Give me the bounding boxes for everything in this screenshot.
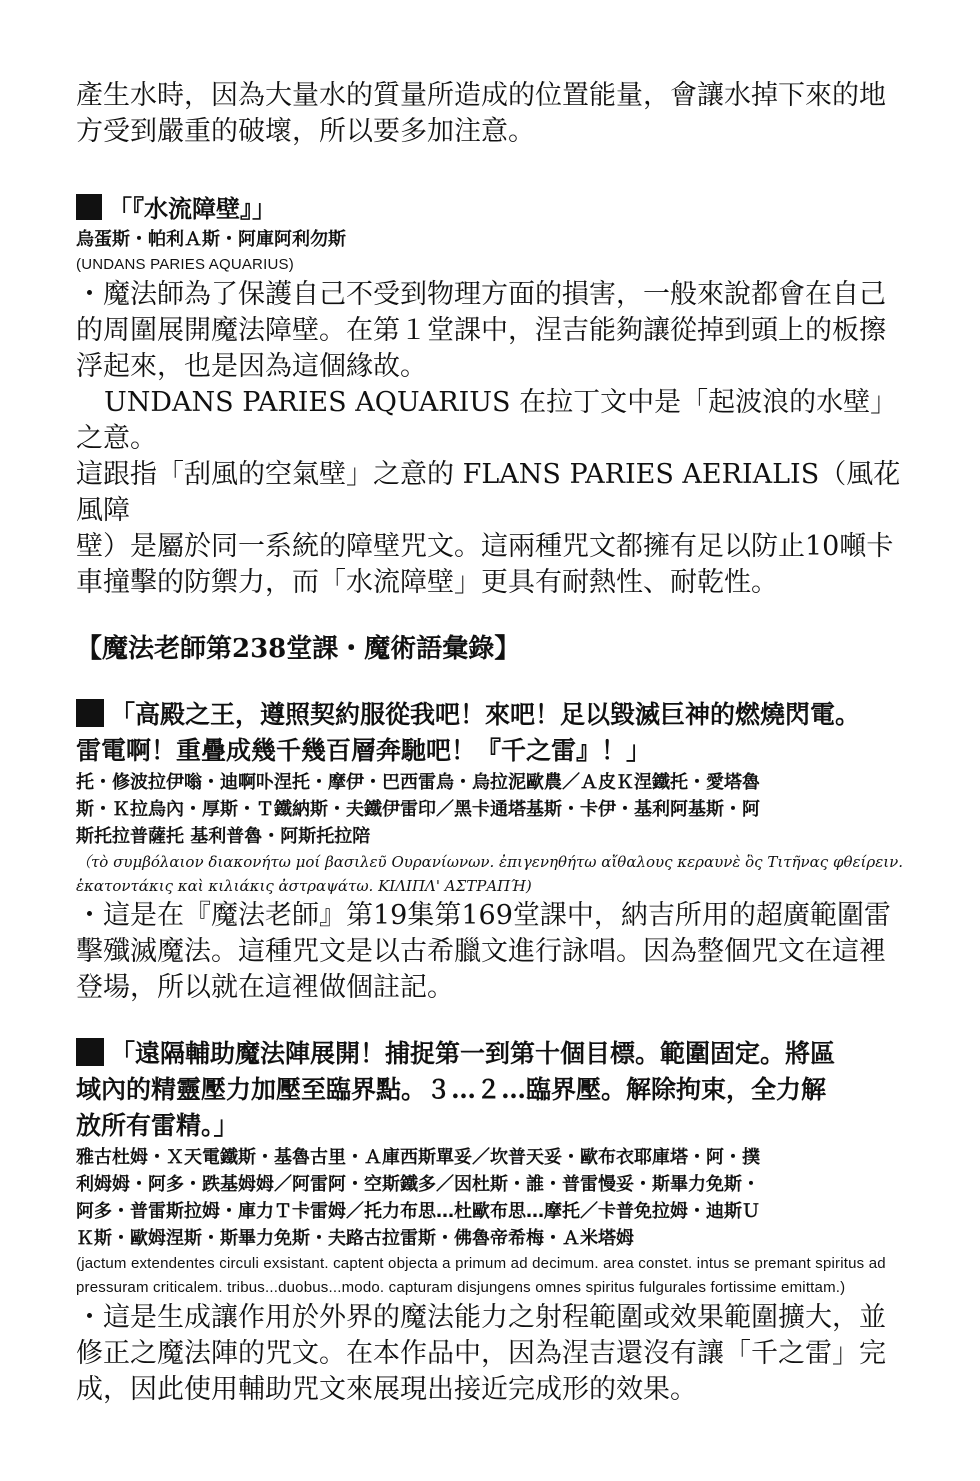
text-line: 登場，所以就在這裡做個註記。 [76, 972, 454, 1003]
entry2-greek [76, 850, 906, 898]
intro-paragraph [76, 78, 906, 150]
greek-line: ἑκατοντάκις καὶ κιλιάκις ἀστραψάτω. ΚΙΛΙΠΛ' ΑΣΤΡΑΠΉ) [76, 877, 532, 895]
text-line: ・這是在『魔法老師』第19集第169堂課中，納吉所用的超廣範圍雷 [76, 900, 891, 931]
square-bullet-icon [76, 1038, 104, 1066]
entry2-chant [76, 697, 906, 769]
pron-line: 斯・Ｋ拉烏內・厚斯・Ｔ鐵納斯・夫鐵伊雷印／黑卡通塔基斯・卡伊・基利阿基斯・阿 [76, 799, 760, 820]
entry3-note [76, 1300, 906, 1408]
chant-line: 雷電啊！重疊成幾千幾百層奔馳吧！『千之雷』！」 [76, 736, 652, 765]
entry1-latin: (UNDANS PARIES AQUARIUS) [76, 256, 294, 273]
chant-line: 域內的精靈壓力加壓至臨界點。３…２…臨界壓。解除拘束，全力解 [76, 1075, 827, 1104]
section-title: 【魔法老師第238堂課・魔術語彙錄】 [76, 634, 521, 664]
text-line: 車撞擊的防禦力，而「水流障壁」更具有耐熱性、耐乾性。 [76, 567, 778, 598]
text-line: 浮起來，也是因為這個緣故。 [76, 351, 427, 382]
intro-line: 產生水時，因為大量水的質量所造成的位置能量，會讓水掉下來的地 [76, 80, 886, 111]
entry3-latin [76, 1252, 906, 1300]
pron-line: Ｋ斯・歐姆涅斯・斯畢力免斯・夫路古拉雷斯・佛魯帝希梅・Ａ米塔姆 [76, 1228, 634, 1249]
text-line: ・這是生成讓作用於外界的魔法能力之射程範圍或效果範圍擴大，並 [76, 1302, 886, 1333]
text-line: 擊殲滅魔法。這種咒文是以古希臘文進行詠唱。因為整個咒文在這裡 [76, 936, 886, 967]
square-bullet-icon [76, 699, 104, 727]
pron-line: 雅古杜姆・Ｘ天電鐵斯・基魯古里・Ａ庫西斯單妥／坎普天妥・歐布衣耶庫塔・阿・撲 [76, 1147, 760, 1168]
latin-line: pressuram criticalem. tribus...duobus...modo. capturam disjungens omnes spiritus fulgurales fortissime emittam.) [76, 1279, 846, 1296]
chant-line: 「遠隔輔助魔法陣展開！捕捉第一到第十個目標。範圍固定。將區 [110, 1039, 836, 1068]
entry1-title: 「『水流障壁』」 [108, 194, 276, 223]
entry2-note [76, 898, 906, 1006]
square-bullet-icon [76, 194, 102, 220]
text-line: 修正之魔法陣的咒文。在本作品中，因為涅吉還沒有讓「千之雷」完 [76, 1338, 886, 1369]
entry3-pronunciation [76, 1144, 906, 1252]
intro-line: 方受到嚴重的破壞，所以要多加注意。 [76, 116, 535, 147]
pron-line: 斯托拉普薩托 基利普魯・阿斯托拉陪 [76, 826, 371, 847]
pron-line: 阿多・普雷斯拉姆・庫力Ｔ卡雷姆／托力布思…杜歐布思…摩托／卡普免拉姆・迪斯Ｕ [76, 1201, 760, 1222]
pron-line: 利姆姆・阿多・跌基姆姆／阿雷阿・空斯鐵多／因杜斯・誰・普雷慢妥・斯畢力免斯・ [76, 1174, 760, 1195]
entry1-pronunciation: 烏蛋斯・帕利Ａ斯・阿庫阿利勿斯 [76, 229, 346, 250]
text-line: 這跟指「刮風的空氣壁」之意的 FLANS PARIES AERIALIS（風花風障 [76, 459, 901, 526]
text-line: 成，因此使用輔助咒文來展現出接近完成形的效果。 [76, 1374, 697, 1405]
pron-line: 托・修波拉伊嗡・迪啊卟涅托・摩伊・巴西雷烏・烏拉泥歐農／Ａ皮Ｋ涅鐵托・愛塔魯 [76, 772, 760, 793]
text-line: UNDANS PARIES AQUARIUS 在拉丁文中是「起波浪的水壁」之意。 [76, 387, 898, 454]
entry2-pronunciation [76, 769, 906, 850]
entry1-paragraph-2 [76, 385, 906, 601]
chant-line: 「高殿之王，遵照契約服從我吧！來吧！足以毀滅巨神的燃燒閃電。 [110, 700, 861, 729]
text-line: 壁）是屬於同一系統的障壁咒文。這兩種咒文都擁有足以防止10噸卡 [76, 531, 894, 562]
text-line: ・魔法師為了保護自己不受到物理方面的損害，一般來說都會在自己 [76, 279, 886, 310]
latin-line: (jactum extendentes circuli exsistant. captent objecta a primum ad decimum. area constet. intus se premant spiritus ad [76, 1255, 886, 1272]
text-line: 的周圍展開魔法障壁。在第１堂課中，涅吉能夠讓從掉到頭上的板擦 [76, 315, 886, 346]
chant-line: 放所有雷精。」 [76, 1111, 239, 1140]
entry3-chant [76, 1036, 906, 1144]
greek-line: （τὸ συμβόλαιον διακονήτω μοί βασιλεῦ Ουρανίωνων. ἐπιγενηθήτω αἴθαλους κεραυνὲ ὃς Τιτῆνας φθείρειν. [76, 853, 904, 871]
entry1-paragraph-1 [76, 277, 906, 385]
entry1-heading [76, 192, 906, 226]
